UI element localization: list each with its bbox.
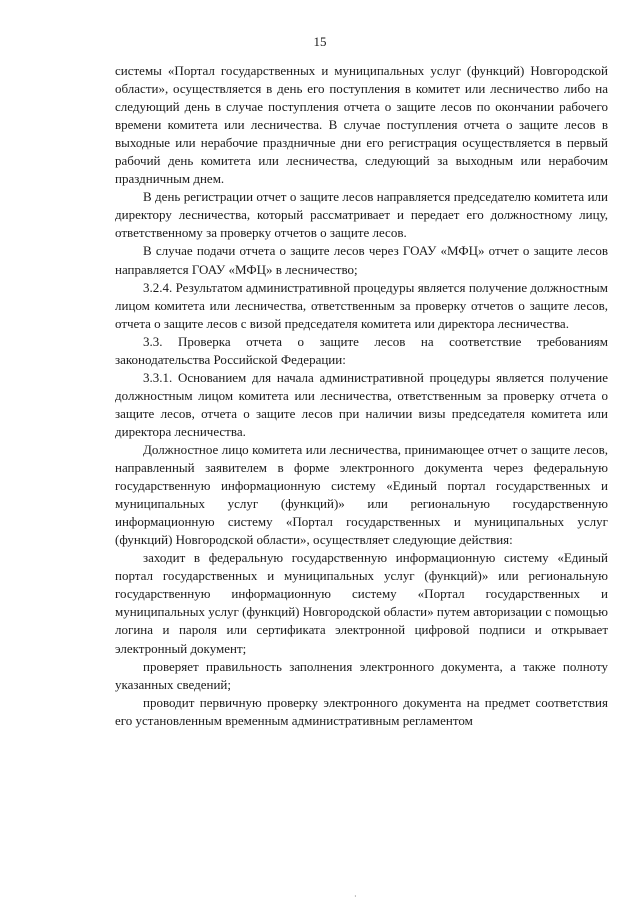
paragraph-action-verify: проводит первичную проверку электронного документа на предмет соответствия его установленным временным административным регламентом (115, 694, 608, 728)
paragraph-official-actions: Должностное лицо комитета или лесничества, принимающее отчет о защите лесов, направленный заявителем в форме электронного документа через федеральную государственную информационную систему «Единый портал государственных и муниципальных услуг (функций)» или региональную государственную информационную систему «Портал государственных и муниципальных услуг (функций) Новгородской области», осуществляет следующие действия: (115, 441, 608, 548)
document-body (115, 62, 608, 730)
footer-mark: · (354, 892, 357, 901)
paragraph-action-login: заходит в федеральную государственную информационную систему «Единый портал государственных и муниципальных услуг (функций)» или региональную государственную информационную систему «Портал государственных и муниципальных услуг (функций) Новгородской области» путем авторизации с помощью логина и пароля или сертификата электронной цифровой подписи и открывает электронный документ; (115, 550, 608, 656)
paragraph-mfc-submission: В случае подачи отчета о защите лесов через ГОАУ «МФЦ» отчет о защите лесов направляется ГОАУ «МФЦ» в лесничество; (115, 243, 608, 277)
paragraph-registration-day: В день регистрации отчет о защите лесов направляется председателю комитета или директору лесничества, который рассматривает и передает его должностному лицу, ответственному за проверку отчетов о защите лесов. (115, 189, 608, 241)
paragraph-action-check: проверяет правильность заполнения электронного документа, а также полноту указанных сведений; (115, 658, 608, 692)
paragraph-continuation: системы «Портал государственных и муниципальных услуг (функций) Новгородской области», осуществляется в день его поступления в комитет или лесничество либо на следующий день в случае поступления отчета о защите лесов по окончании рабочего времени комитета или лесничества. В случае поступления отчета о защите лесов в выходные или нерабочие праздничные дни его регистрация осуществляется в первый рабочий день комитета или лесничества, следующий за выходным или нерабочим праздничным днем. (115, 63, 608, 187)
paragraph-3-2-4: 3.2.4. Результатом административной процедуры является получение должностным лицом комитета или лесничества, ответственным за проверку отчетов о защите лесов, отчета о защите лесов с визой председателя комитета или директора лесничества. (115, 279, 608, 331)
paragraph-3-3: 3.3. Проверка отчета о защите лесов на соответствие требованиям законодательства Российской Федерации: (115, 333, 608, 367)
paragraph-3-3-1: 3.3.1. Основанием для начала административной процедуры является получение должностным лицом комитета или лесничества, ответственным за проверку отчета о защите лесов, отчета о защите лесов при наличии визы председателя комитета или директора лесничества. (115, 369, 608, 439)
page-number: 15 (313, 34, 327, 49)
